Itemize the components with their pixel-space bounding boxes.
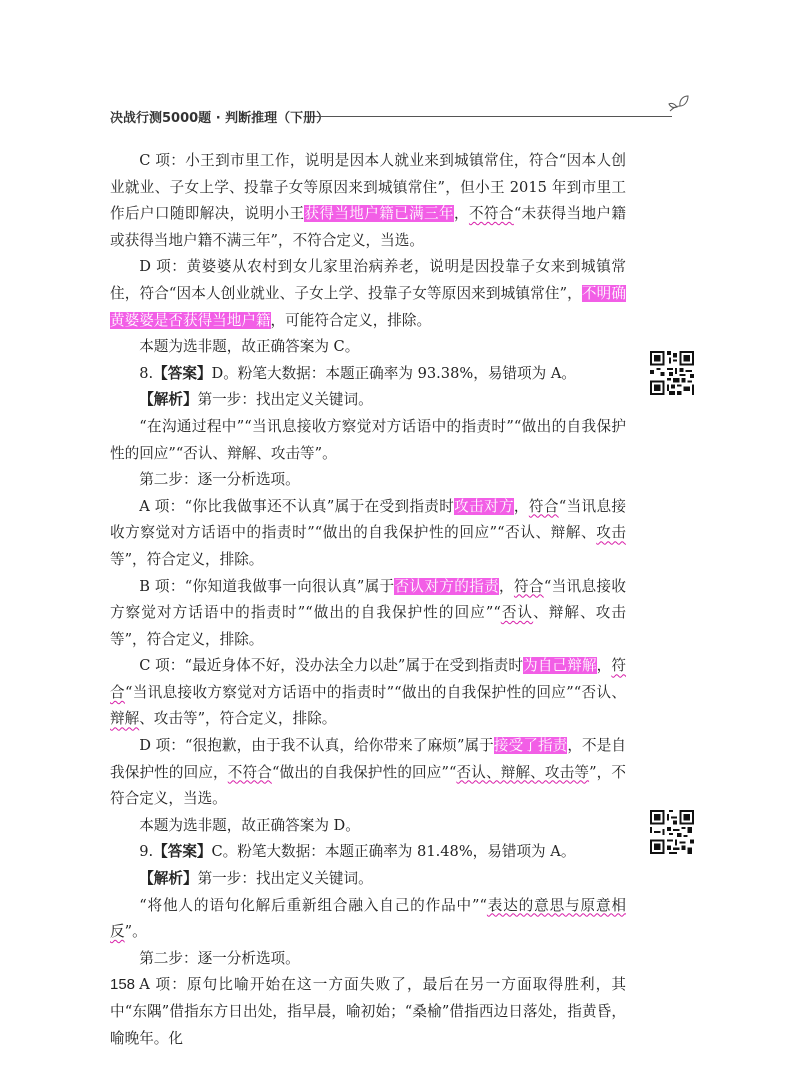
highlight: 攻击对方	[454, 497, 514, 515]
wavy-underline: 不符合	[227, 763, 272, 781]
wavy-underline: 否认、辩解、攻击等	[456, 763, 590, 781]
wavy-underline: 符合	[513, 577, 544, 595]
paragraph-option-d-2: D 项：“很抱歉，由于我不认真，给你带来了麻烦”属于接受了指责，不是自我保护性的回应，不符合“做出的自我保护性的回应”“否认、辩解、攻击等”，不符合定义，当选。	[110, 737, 626, 808]
page-number: 158	[110, 976, 136, 993]
paragraph-option-c: C 项：小王到市里工作，说明是因本人就业来到城镇常住，符合“因本人创业就业、子女上学、投靠子女等原因来到城镇常住”，但小王 2015 年到市里工作后户口随即解决，说明小王获得当地户籍已满三年，不符合“未获得当地户籍或获得当地户籍不满三年”，不符合定义，当选。	[110, 152, 626, 249]
wavy-underline: 符合	[528, 497, 559, 515]
answer-9: 9.【答案】C。粉笔大数据：本题正确率为 81.48%，易错项为 A。	[139, 843, 576, 861]
wavy-underline: 符合	[110, 657, 626, 701]
analysis-9: 【解析】第一步：找出定义关键词。	[139, 870, 373, 888]
header-rule	[315, 116, 672, 117]
highlight: 不明确黄婆婆是否获得当地户籍	[110, 284, 626, 329]
paragraph-option-b: B 项：“你知道我做事一向很认真”属于否认对方的指责，符合“当讯息接收方察觉对方话语中的指责时”“做出的自我保护性的回应”“否认、辩解、攻击等”，符合定义，排除。	[110, 577, 626, 648]
paragraph-conclusion-2: 本题为选非题，故正确答案为 D。	[139, 816, 360, 834]
highlight: 获得当地户籍已满三年	[304, 205, 454, 223]
analysis-8: 【解析】第一步：找出定义关键词。	[139, 391, 373, 409]
book-title: 决战行测5000题 · 判断推理（下册）	[110, 111, 330, 126]
definition-keywords: “在沟通过程中”“当讯息接收方察觉对方话语中的指责时”“做出的自我保护性的回应”“否认、辩解、攻击等”。	[110, 417, 626, 462]
highlight: 为自己辩解	[523, 657, 597, 675]
page-content	[110, 148, 626, 1052]
paragraph-option-a-2: A 项：原句比喻开始在这一方面失败了，最后在另一方面取得胜利，其中“东隅”借指东方日出处，指早晨，喻初始；“桑榆”借指西边日落处，指黄昏，喻晚年。化	[110, 976, 626, 1047]
definition-keywords-2: “将他人的语句化解后重新组合融入自己的作品中”“表达的意思与原意相反”。	[110, 896, 626, 941]
qr-code-icon[interactable]	[650, 810, 694, 854]
leaf-icon	[668, 93, 690, 115]
answer-8: 8.【答案】D。粉笔大数据：本题正确率为 93.38%，易错项为 A。	[139, 364, 576, 382]
paragraph-option-a: A 项：“你比我做事还不认真”属于在受到指责时攻击对方，符合“当讯息接收方察觉对方话语中的指责时”“做出的自我保护性的回应”“否认、辩解、攻击等”，符合定义，排除。	[110, 497, 626, 568]
wavy-underline: 表达的意思与原意相反	[110, 896, 626, 941]
page-header	[110, 101, 690, 131]
step-two-2: 第二步：逐一分析选项。	[139, 949, 300, 967]
highlight: 否认对方的指责	[394, 577, 500, 595]
wavy-underline: 攻击	[596, 524, 626, 542]
wavy-underline: 否认	[500, 604, 534, 622]
paragraph-option-c-2: C 项：“最近身体不好，没办法全力以赴”属于在受到指责时为自己辩解，符合“当讯息接收方察觉对方话语中的指责时”“做出的自我保护性的回应”“否认、辩解、攻击等”，符合定义，排除。	[110, 657, 626, 728]
highlight: 接受了指责	[493, 737, 568, 755]
paragraph-option-d: D 项：黄婆婆从农村到女儿家里治病养老，说明是因投靠子女来到城镇常住，符合“因本人创业就业、子女上学、投靠子女等原因来到城镇常住”，不明确黄婆婆是否获得当地户籍，可能符合定义，排除。	[110, 258, 626, 329]
step-two: 第二步：逐一分析选项。	[139, 471, 300, 489]
wavy-underline: 辩解	[110, 710, 140, 728]
paragraph-conclusion: 本题为选非题，故正确答案为 C。	[139, 338, 360, 356]
wavy-underline: 不符合	[468, 205, 514, 223]
qr-code-icon[interactable]	[650, 351, 694, 395]
